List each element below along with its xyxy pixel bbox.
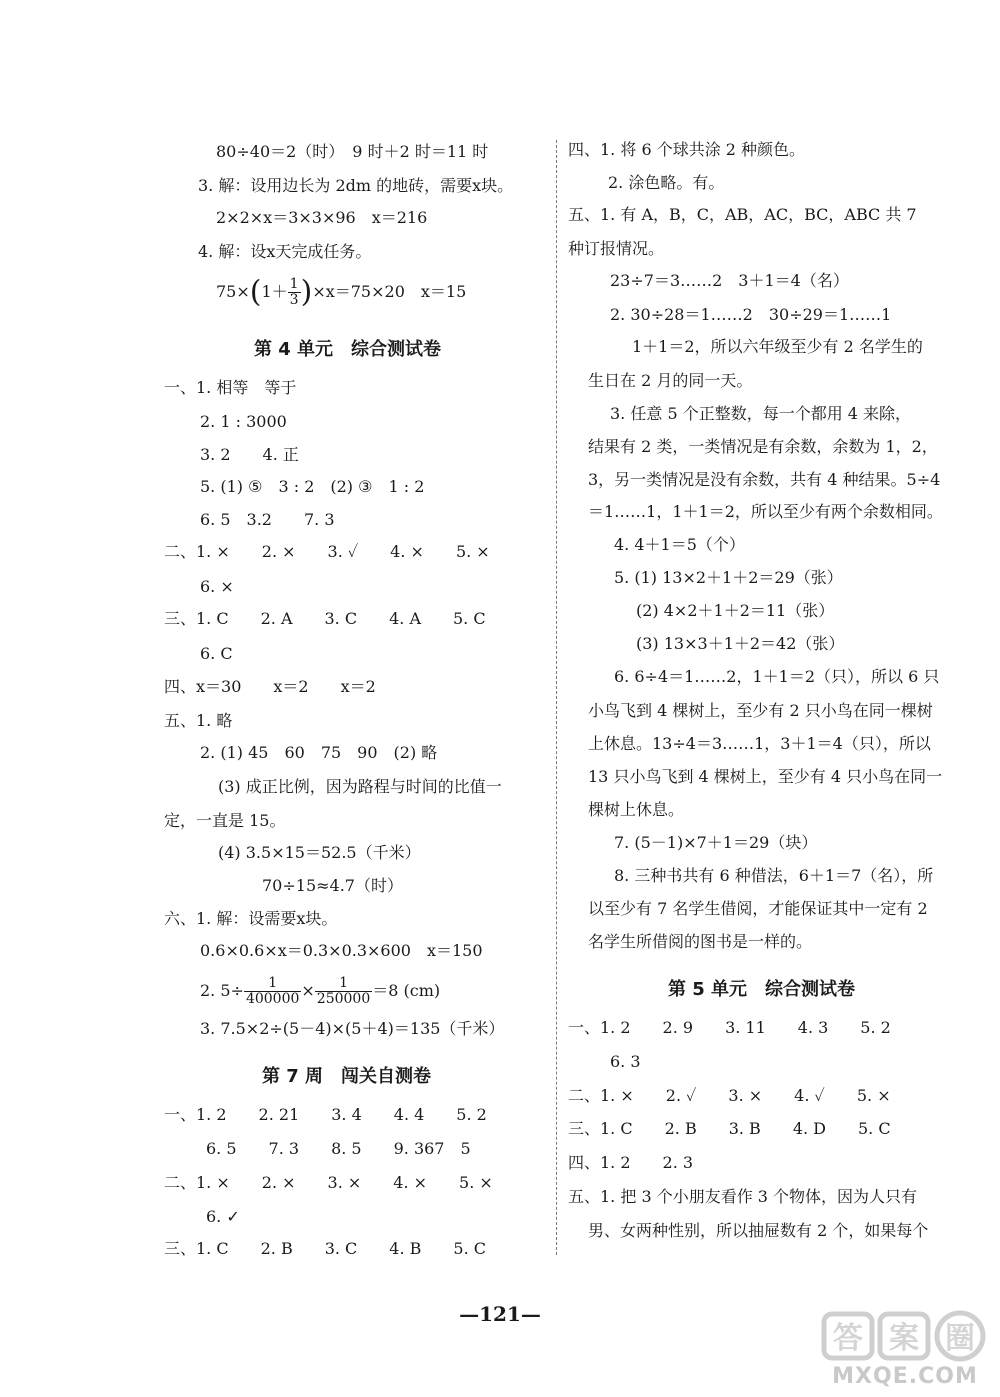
equation-part: × <box>301 981 315 1000</box>
answer-line: 6. 6÷4＝1……2，1＋1＝2（只），所以 6 只 <box>614 667 940 686</box>
answer-line: 以至少有 7 名学生借阅，才能保证其中一定有 2 <box>588 899 928 918</box>
answer-line: 二、1. × 2. ✓ 3. × 4. ✓ 5. × <box>568 1086 891 1105</box>
fraction-numerator: 1 <box>289 276 299 292</box>
answer-line: (3) 13×3＋1＋2＝42（张） <box>636 634 845 653</box>
answer-line: 2×2×x＝3×3×96 x＝216 <box>216 208 428 227</box>
fraction <box>315 976 372 1007</box>
watermark-url: MXQE.COM <box>832 1364 978 1389</box>
answer-line: 四、1. 2 2. 3 <box>568 1153 694 1172</box>
answer-line: 一、1. 相等 等于 <box>164 378 297 397</box>
section-heading: 第 7 周 闯关自测卷 <box>262 1066 432 1087</box>
fraction <box>244 976 301 1007</box>
answer-line: (2) 4×2＋1＋2＝11（张） <box>636 601 835 620</box>
answer-line: 3. 2 4. 正 <box>200 445 299 464</box>
answer-line: 2. 涂色略。有。 <box>608 173 725 192</box>
answer-line: 5. (1) 13×2＋1＋2＝29（张） <box>614 568 843 587</box>
answer-line: 13 只小鸟飞到 4 棵树上，至少有 4 只小鸟在同一 <box>588 767 943 786</box>
answer-line: (4) 3.5×15＝52.5（千米） <box>218 843 421 862</box>
svg-text:圈: 圈 <box>945 1321 975 1356</box>
section-heading: 第 5 单元 综合测试卷 <box>668 979 856 1000</box>
fraction <box>288 277 301 308</box>
answer-line: 2. 30÷28＝1……2 30÷29＝1……1 <box>610 305 892 324</box>
answer-line: 二、1. × 2. × 3. ✓ 4. × 5. × <box>164 542 490 561</box>
answer-line: 6. × <box>200 577 234 596</box>
answer-line: 3. 解：设用边长为 2dm 的地砖，需要x块。 <box>198 176 514 195</box>
fraction-numerator: 1 <box>244 976 301 992</box>
fraction-denominator: 250000 <box>316 991 371 1007</box>
answer-line: 生日在 2 月的同一天。 <box>588 371 753 390</box>
answer-line: 棵树上休息。 <box>588 800 685 819</box>
answer-line: 上休息。13÷4＝3……1，3＋1＝4（只），所以 <box>588 734 931 753</box>
equation-part: ×x＝75×20 x＝15 <box>312 282 467 301</box>
section-heading: 第 4 单元 综合测试卷 <box>254 339 442 360</box>
answer-line: 一、1. 2 2. 9 3. 11 4. 3 5. 2 <box>568 1018 891 1037</box>
fraction-denominator: 400000 <box>245 991 300 1007</box>
svg-text:案: 案 <box>889 1321 919 1356</box>
answer-line: 三、1. C 2. A 3. C 4. A 5. C <box>164 609 486 628</box>
answer-line: 2. (1) 45 60 75 90 (2) 略 <box>200 743 438 762</box>
watermark-logo <box>820 1308 990 1390</box>
answer-line: 五、1. 略 <box>164 711 233 730</box>
equation-line <box>216 276 466 308</box>
answer-line: 定，一直是 15。 <box>164 811 286 830</box>
answer-line: 2. 1 : 3000 <box>200 412 287 431</box>
column-divider <box>556 140 557 1255</box>
answer-line: 二、1. × 2. × 3. × 4. × 5. × <box>164 1173 493 1192</box>
answer-line: 三、1. C 2. B 3. C 4. B 5. C <box>164 1239 487 1258</box>
equation-line <box>200 975 440 1007</box>
answer-line: (3) 成正比例，因为路程与时间的比值一 <box>218 777 502 796</box>
right-paren: ) <box>300 274 313 310</box>
page-number: —121— <box>459 1302 541 1326</box>
fraction-numerator: 1 <box>315 976 372 992</box>
answer-line: 名学生所借阅的图书是一样的。 <box>588 932 813 951</box>
equation-part: 1＋ <box>261 282 288 301</box>
answer-line: 7. (5－1)×7＋1＝29（块） <box>614 833 818 852</box>
equation-part: 2. 5÷ <box>200 981 244 1000</box>
answer-line: 5. (1) ⑤ 3 : 2 (2) ③ 1 : 2 <box>200 477 425 496</box>
answer-line: 6. 5 7. 3 8. 5 9. 367 5 <box>206 1139 471 1158</box>
answer-line: 4. 解：设x天完成任务。 <box>198 242 372 261</box>
answer-line: 五、1. 有 A，B，C，AB，AC，BC，ABC 共 7 <box>568 205 917 224</box>
answer-line: 6. C <box>200 644 233 663</box>
answer-line: 男、女两种性别，所以抽屉数有 2 个，如果每个 <box>588 1221 929 1240</box>
answer-line: 四、x＝30 x＝2 x＝2 <box>164 677 376 696</box>
answer-line: 6. 3 <box>610 1052 641 1071</box>
equation-part: ＝8 (cm) <box>372 981 441 1000</box>
fraction-denominator: 3 <box>289 292 299 308</box>
answer-line: 小鸟飞到 4 棵树上，至少有 2 只小鸟在同一棵树 <box>588 701 933 720</box>
answer-line: 6. 5 3.2 7. 3 <box>200 510 335 529</box>
answer-line: ＝1……1，1＋1＝2，所以至少有两个余数相同。 <box>588 502 943 521</box>
left-paren: ( <box>249 274 262 310</box>
answer-line: 结果有 2 类，一类情况是有余数，余数为 1，2， <box>588 437 938 456</box>
answer-line: 80÷40＝2（时） 9 时＋2 时＝11 时 <box>216 142 489 161</box>
answer-line: 六、1. 解：设需要x块。 <box>164 909 338 928</box>
answer-line: 1＋1＝2，所以六年级至少有 2 名学生的 <box>632 337 923 356</box>
svg-text:答: 答 <box>833 1321 863 1356</box>
answer-line: 4. 4＋1＝5（个） <box>614 535 745 554</box>
answer-line: 70÷15≈4.7（时） <box>262 876 403 895</box>
answer-line: 23÷7＝3……2 3＋1＝4（名） <box>610 271 849 290</box>
answer-line: 五、1. 把 3 个小朋友看作 3 个物体，因为人只有 <box>568 1187 918 1206</box>
answer-line: 6. ✓ <box>206 1207 240 1226</box>
watermark-emblem-icon <box>820 1308 990 1364</box>
answer-line: 0.6×0.6×x＝0.3×0.3×600 x＝150 <box>200 941 483 960</box>
answer-line: 三、1. C 2. B 3. B 4. D 5. C <box>568 1119 891 1138</box>
answer-line: 一、1. 2 2. 21 3. 4 4. 4 5. 2 <box>164 1105 487 1124</box>
answer-line: 种订报情况。 <box>568 239 665 258</box>
equation-part: 75× <box>216 282 250 301</box>
answer-line: 3. 7.5×2÷(5－4)×(5＋4)＝135（千米） <box>200 1019 505 1038</box>
answer-line: 8. 三种书共有 6 种借法，6＋1＝7（名），所 <box>614 866 934 885</box>
answer-line: 3，另一类情况是没有余数，共有 4 种结果。5÷4 <box>588 470 941 489</box>
answer-line: 四、1. 将 6 个球共涂 2 种颜色。 <box>568 140 806 159</box>
answer-line: 3. 任意 5 个正整数，每一个都用 4 来除， <box>610 404 912 423</box>
